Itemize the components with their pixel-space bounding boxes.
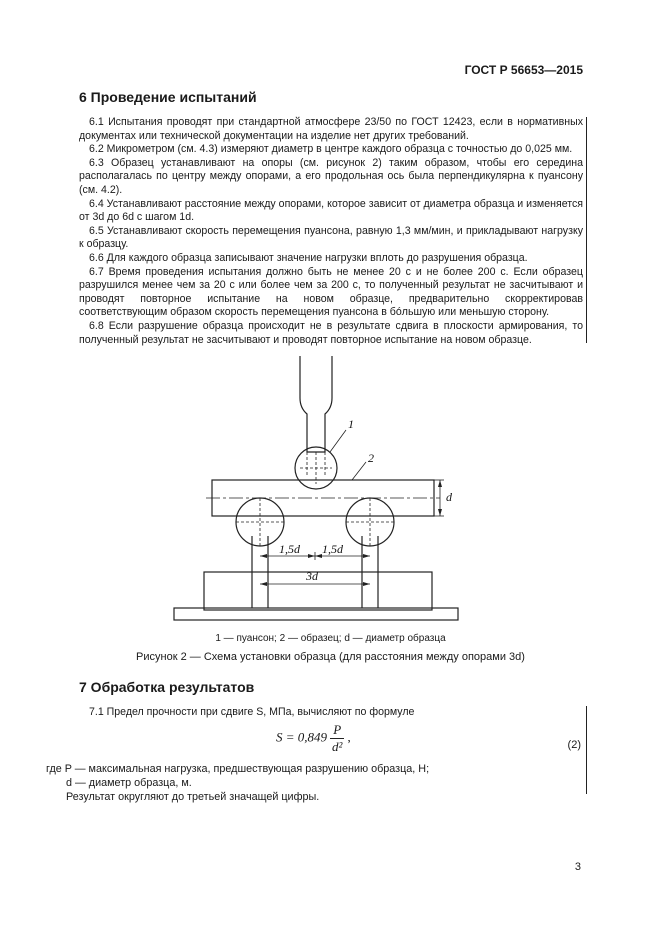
specimen-setup-diagram [170,356,470,628]
standard-header: ГОСТ Р 56653—2015 [464,63,583,77]
paragraph-6-3: 6.3 Образец устанавливают на опоры (см. рисунок 2) таким образом, чтобы его середина располагалась по центру между опорами, а его продольная ось была перпендикулярна к пуансону (см. 4.2). [79,156,583,196]
label-span: 3d [306,569,318,583]
label-diameter: d [446,490,452,504]
formula-numerator: P [330,722,344,739]
paragraph-6-8: 6.8 Если разрушение образца происходит не в результате сдвига в плоскости армирования, то полученный результат не засчитывают и проводят повторное испытание на новом образце. [79,319,583,346]
formula-trail: , [347,729,351,745]
page-number: 3 [574,861,581,873]
revision-bar [586,117,587,343]
section-6-body [79,116,583,347]
paragraph-7-1: 7.1 Предел прочности при сдвиге S, МПа, вычисляют по формуле [89,706,415,718]
formula-fraction [330,722,344,755]
where-line-p: где P — максимальная нагрузка, предшествующая разрушению образца, Н; [46,763,430,775]
paragraph-6-1: 6.1 Испытания проводят при стандартной атмосфере 23/50 по ГОСТ 12423, если в нормативных документах или технической документации на изделие нет других требований. [79,116,583,142]
formula-denominator: d² [332,739,343,754]
paragraph-6-7: 6.7 Время проведения испытания должно быть не менее 20 с и не более 200 с. Если образец разрушился менее чем за 20 с или более чем за 200 с, то полученный результат не засчитывают и проводят повторное испытание на новом образце, предварительно скорректировав соответствующим образом скорость перемещения пуансона в бóльшую или меньшую сторону. [79,265,583,319]
formula-explanation [46,763,429,804]
equation-number: (2) [567,739,581,751]
section-6-title: 6 Проведение испытаний [79,89,257,105]
label-half-span-right: 1,5d [322,542,343,556]
figure-caption: Рисунок 2 — Схема установки образца (для расстояния между опорами 3d) [136,651,525,663]
paragraph-6-6: 6.6 Для каждого образца записывают значение нагрузки вплоть до разрушения образца. [89,251,528,264]
where-line-d: d — диаметр образца, м. [66,776,192,789]
section-7-title: 7 Обработка результатов [79,679,255,695]
rounding-note: Результат округляют до третьей значащей цифры. [66,790,320,803]
paragraph-6-2: 6.2 Микрометром (см. 4.3) измеряют диаметр в центре каждого образца с точностью до 0,025 мм. [89,143,573,156]
formula-2 [276,722,351,755]
revision-bar-2 [586,706,587,794]
section-7-intro [79,706,583,720]
paragraph-6-5: 6.5 Устанавливают скорость перемещения пуансона, равную 1,3 мм/мин, и прикладывают нагрузку к образцу. [79,224,583,251]
base-block [204,572,432,610]
punch-body [300,356,332,452]
label-punch: 1 [348,417,354,431]
figure-legend: 1 — пуансон; 2 — образец; d — диаметр образца [215,633,446,644]
paragraph-6-4: 6.4 Устанавливают расстояние между опорами, которое зависит от диаметра образца и изменяется от 3d до 6d с шагом 1d. [79,197,583,224]
label-specimen: 2 [368,451,374,465]
label-half-span-left: 1,5d [279,542,300,556]
formula-lhs: S = 0,849 [276,729,328,745]
